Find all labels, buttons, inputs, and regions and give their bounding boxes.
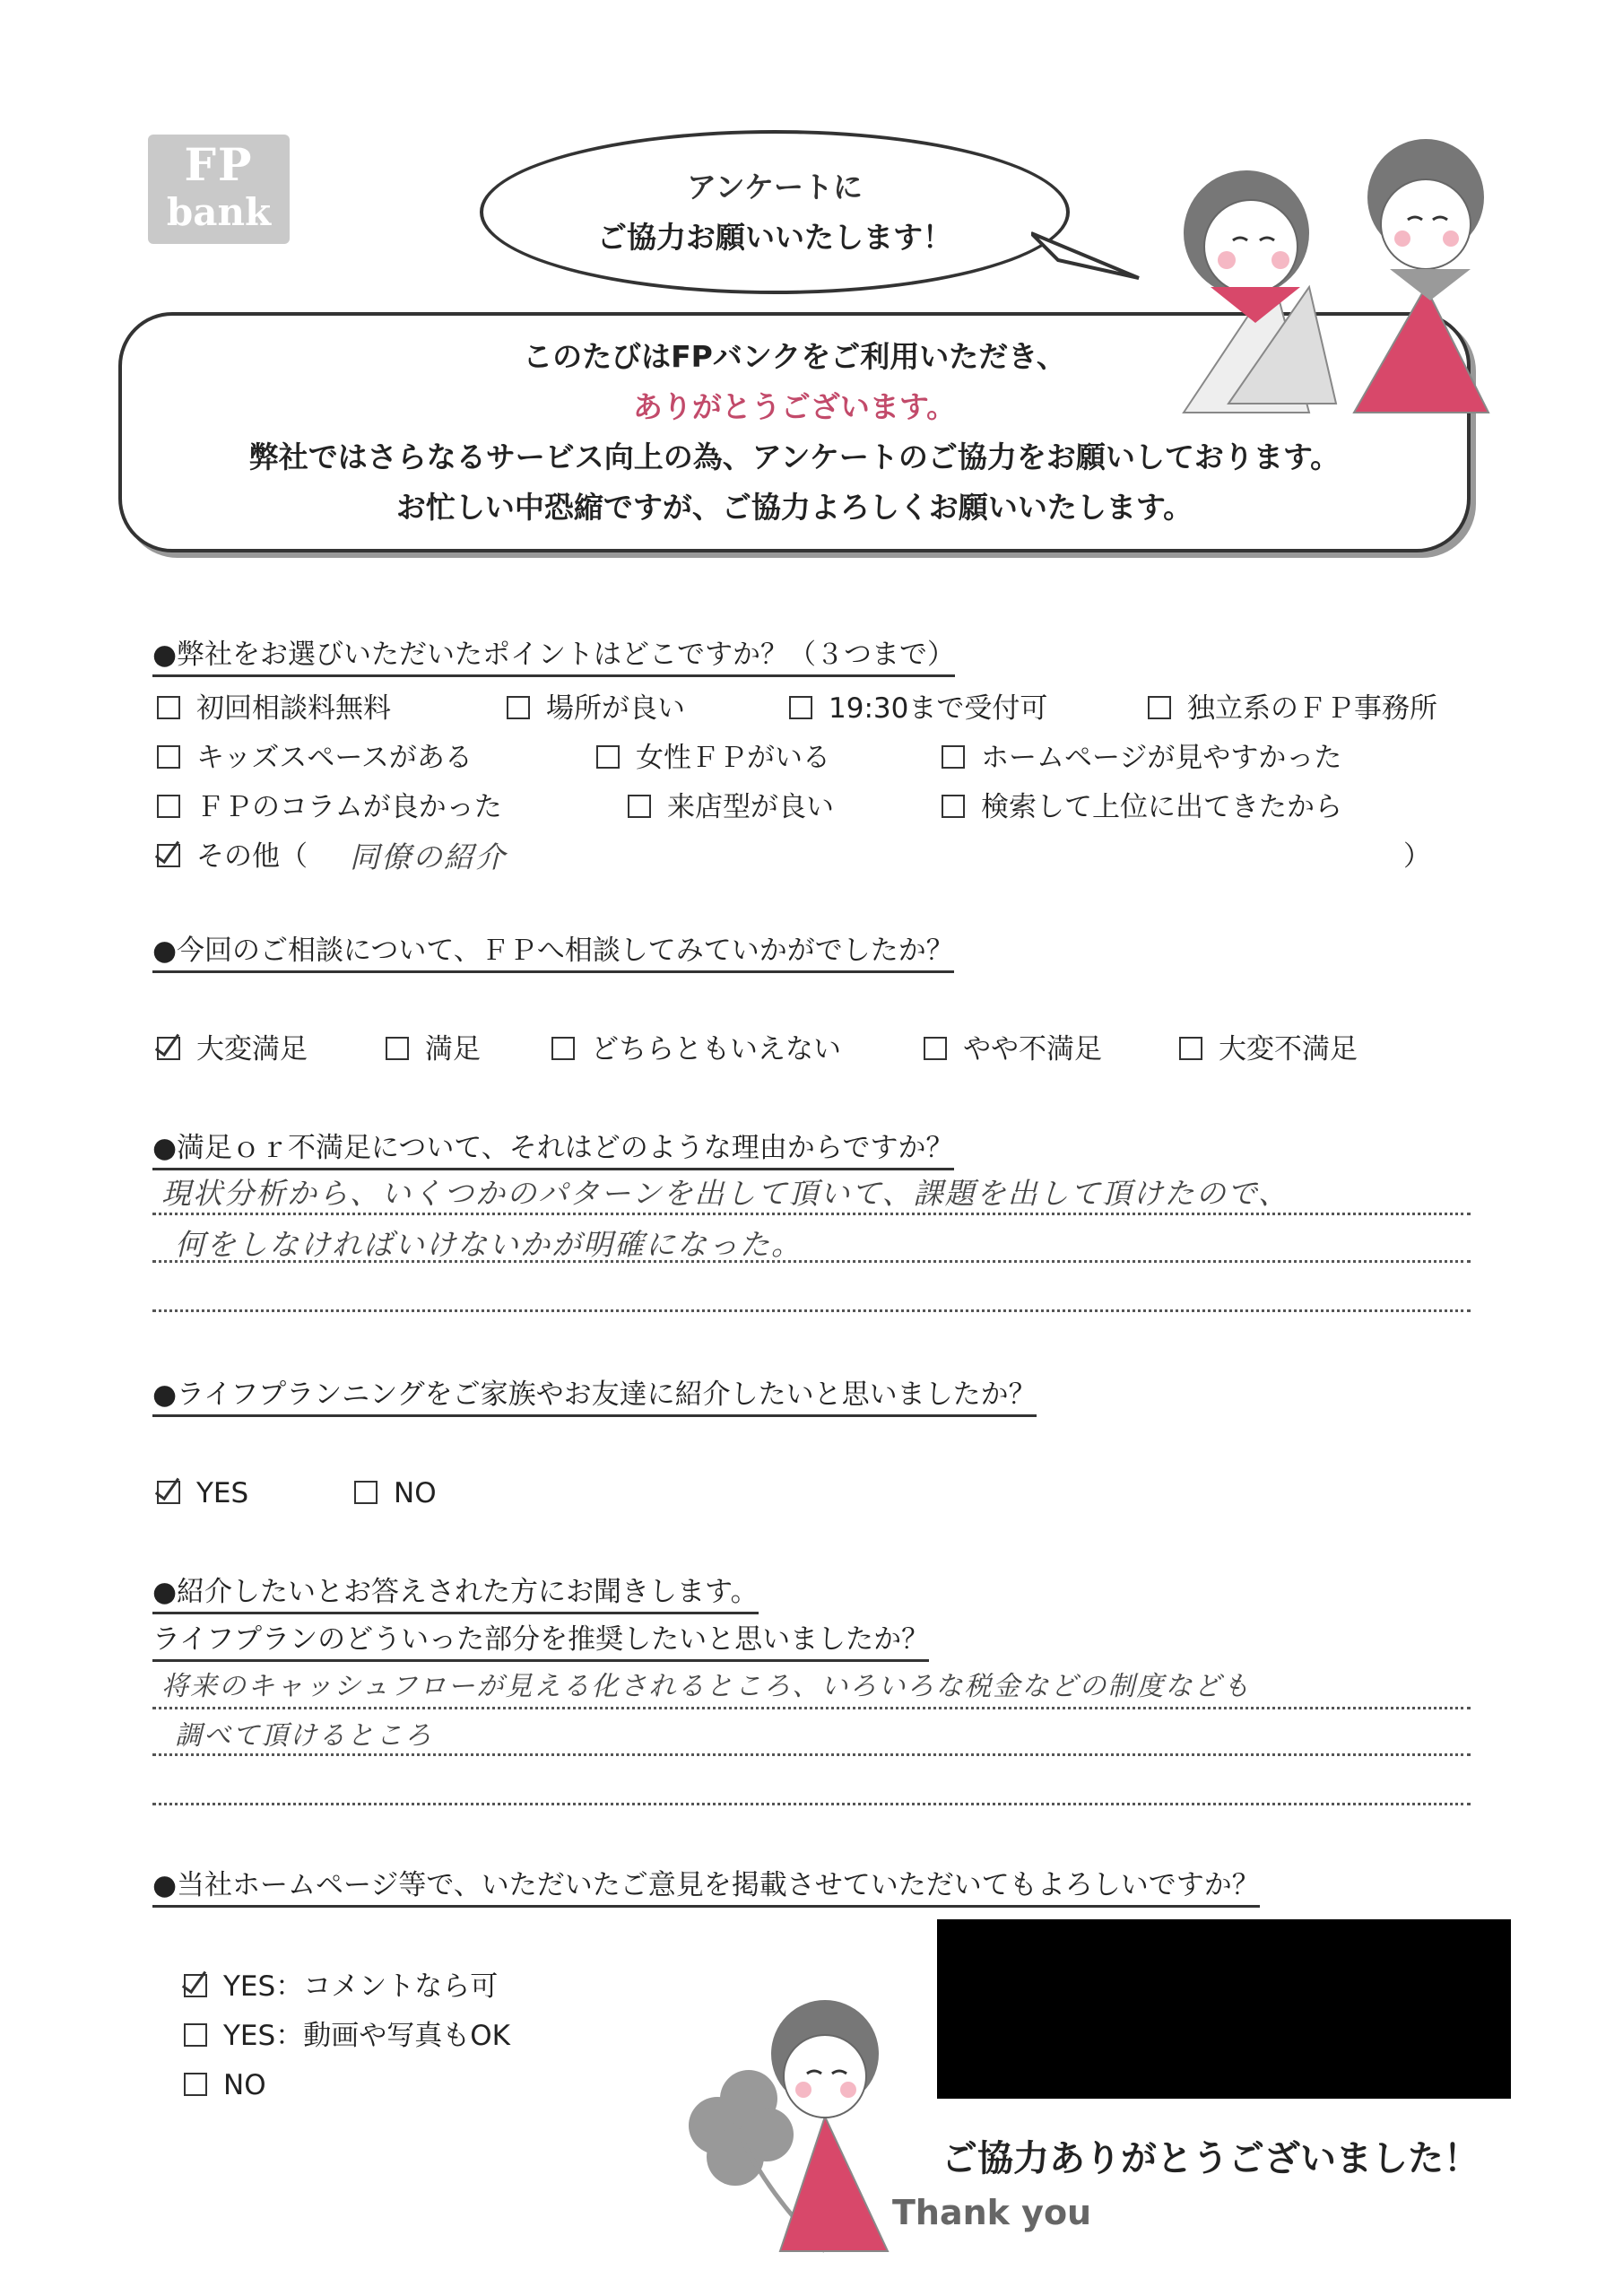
q1-option-7[interactable] bbox=[942, 740, 1341, 776]
checkbox[interactable] bbox=[354, 1481, 378, 1504]
bubble-line2: ご協力お願いいたします！ bbox=[597, 219, 952, 255]
q6-option-2[interactable] bbox=[184, 2018, 510, 2054]
fp-bank-logo bbox=[148, 135, 290, 244]
q3-answer-line1: 現状分析から、いくつかのパターンを出して頂いて、課題を出して頂けたので、 bbox=[161, 1176, 1290, 1211]
question-5-title1: ●紹介したいとお答えされた方にお聞きします。 bbox=[152, 1574, 759, 1614]
question-5-title2: ライフプランのどういった部分を推奨したいと思いましたか？ bbox=[152, 1622, 929, 1662]
checkbox[interactable] bbox=[157, 745, 180, 769]
answer-dotted-line bbox=[152, 1309, 1471, 1312]
q1-option-8[interactable] bbox=[157, 789, 502, 825]
intro-line4: お忙しい中恐縮ですが、ご協力よろしくお願いいたします。 bbox=[395, 490, 1193, 525]
intro-line1: このたびはFPバンクをご利用いただき、 bbox=[523, 339, 1066, 374]
option-label: NO bbox=[394, 1477, 437, 1509]
answer-dotted-line bbox=[152, 1803, 1471, 1805]
answer-dotted-line bbox=[152, 1753, 1471, 1756]
option-label: キッズスペースがある bbox=[196, 742, 473, 774]
q1-option-5[interactable] bbox=[157, 740, 473, 776]
checkbox-checked[interactable] bbox=[157, 844, 180, 867]
q1-option-4[interactable] bbox=[1148, 691, 1437, 726]
checkbox[interactable] bbox=[628, 795, 651, 818]
option-label: YES：コメントなら可 bbox=[223, 1970, 499, 2003]
checkbox[interactable] bbox=[386, 1037, 409, 1060]
checkbox[interactable] bbox=[184, 2023, 207, 2047]
checkbox[interactable] bbox=[596, 745, 620, 769]
q4-option-yes[interactable] bbox=[157, 1475, 248, 1511]
q2-option-4[interactable] bbox=[924, 1031, 1102, 1067]
thank-you-text: Thank you bbox=[892, 2193, 1092, 2232]
q1-option-2[interactable] bbox=[507, 691, 685, 726]
q5-answer-line1: 将来のキャッシュフローが見える化されるところ、いろいろな税金などの制度なども bbox=[161, 1671, 1252, 1702]
checkbox[interactable] bbox=[157, 696, 180, 719]
q2-option-1[interactable] bbox=[157, 1031, 308, 1067]
q5-answer-line2: 調べて頂けるところ bbox=[175, 1720, 433, 1752]
intro-line2: ありがとうございます。 bbox=[632, 389, 957, 424]
option-label: どちらともいえない bbox=[591, 1033, 841, 1065]
checkbox[interactable] bbox=[551, 1037, 575, 1060]
option-label: 19:30まで受付可 bbox=[829, 692, 1048, 725]
question-6-title: ●当社ホームページ等で、いただいたご意見を掲載させていただいてもよろしいですか？ bbox=[152, 1867, 1260, 1908]
option-label: やや不満足 bbox=[963, 1033, 1102, 1065]
answer-dotted-line bbox=[152, 1213, 1471, 1215]
checkbox[interactable] bbox=[1148, 696, 1171, 719]
logo-line2: bank bbox=[166, 190, 272, 234]
logo-line1: FP bbox=[184, 138, 254, 191]
q4-option-no[interactable] bbox=[354, 1475, 437, 1511]
option-label: 来店型が良い bbox=[667, 791, 834, 823]
q1-other-answer: 同僚の紹介 bbox=[350, 839, 507, 874]
q1-option-1[interactable] bbox=[157, 691, 391, 726]
question-2-title: ●今回のご相談について、ＦＰへ相談してみていかがでしたか？ bbox=[152, 933, 954, 973]
option-label: YES：動画や写真もOK bbox=[223, 2020, 510, 2052]
checkbox[interactable] bbox=[942, 745, 965, 769]
option-label: 満足 bbox=[425, 1033, 481, 1065]
q2-option-2[interactable] bbox=[386, 1031, 481, 1067]
intro-line3: 弊社ではさらなるサービス向上の為、アンケートのご協力をお願いしております。 bbox=[248, 439, 1341, 474]
checkbox-checked[interactable] bbox=[157, 1037, 180, 1060]
q2-option-5[interactable] bbox=[1179, 1031, 1358, 1067]
q1-option-10[interactable] bbox=[942, 789, 1342, 825]
option-label: NO bbox=[223, 2069, 266, 2101]
question-3-title: ●満足ｏｒ不満足について、それはどのような理由からですか？ bbox=[152, 1130, 954, 1170]
checkbox[interactable] bbox=[157, 795, 180, 818]
option-label: ホームページが見やすかった bbox=[981, 742, 1342, 774]
checkbox[interactable] bbox=[184, 2073, 207, 2096]
speech-bubble bbox=[480, 130, 1070, 294]
option-label: YES bbox=[196, 1477, 249, 1509]
option-label: 独立系のＦＰ事務所 bbox=[1187, 692, 1437, 725]
q1-other-close: ） bbox=[1403, 840, 1431, 873]
answer-dotted-line bbox=[152, 1707, 1471, 1709]
q3-answer-line2: 何をしなければいけないかが明確になった。 bbox=[175, 1227, 803, 1262]
q6-option-3[interactable] bbox=[184, 2067, 266, 2103]
option-label: 大変満足 bbox=[196, 1033, 308, 1065]
q1-option-3[interactable] bbox=[789, 691, 1047, 726]
question-4-title: ●ライフプランニングをご家族やお友達に紹介したいと思いましたか？ bbox=[152, 1377, 1037, 1417]
checkbox[interactable] bbox=[942, 795, 965, 818]
option-label: ＦＰのコラムが良かった bbox=[196, 791, 502, 823]
thanks-message: ご協力ありがとうございました！ bbox=[942, 2138, 1480, 2179]
q1-option-9[interactable] bbox=[628, 789, 834, 825]
option-label: 場所が良い bbox=[546, 692, 685, 725]
checkbox[interactable] bbox=[789, 696, 812, 719]
checkbox-checked[interactable] bbox=[157, 1481, 180, 1504]
option-label: 検索して上位に出てきたから bbox=[981, 791, 1342, 823]
bubble-line1: アンケートに bbox=[686, 169, 864, 204]
redacted-area bbox=[937, 1919, 1511, 2099]
option-label: 女性ＦＰがいる bbox=[636, 742, 830, 774]
option-label: その他（ bbox=[196, 840, 308, 873]
checkbox[interactable] bbox=[924, 1037, 947, 1060]
checkbox[interactable] bbox=[1179, 1037, 1202, 1060]
q1-option-6[interactable] bbox=[596, 740, 830, 776]
question-1-title: ●弊社をお選びいただいたポイントはどこですか？（３つまで） bbox=[152, 637, 955, 677]
option-label: 初回相談料無料 bbox=[196, 692, 391, 725]
clover-character-illustration bbox=[681, 1991, 906, 2260]
q6-option-1[interactable] bbox=[184, 1969, 498, 2005]
q2-option-3[interactable] bbox=[551, 1031, 841, 1067]
characters-illustration bbox=[1130, 135, 1506, 422]
option-label: 大変不満足 bbox=[1219, 1033, 1358, 1065]
answer-dotted-line bbox=[152, 1260, 1471, 1263]
q1-option-other[interactable] bbox=[157, 839, 308, 874]
checkbox-checked[interactable] bbox=[184, 1974, 207, 1997]
checkbox[interactable] bbox=[507, 696, 530, 719]
